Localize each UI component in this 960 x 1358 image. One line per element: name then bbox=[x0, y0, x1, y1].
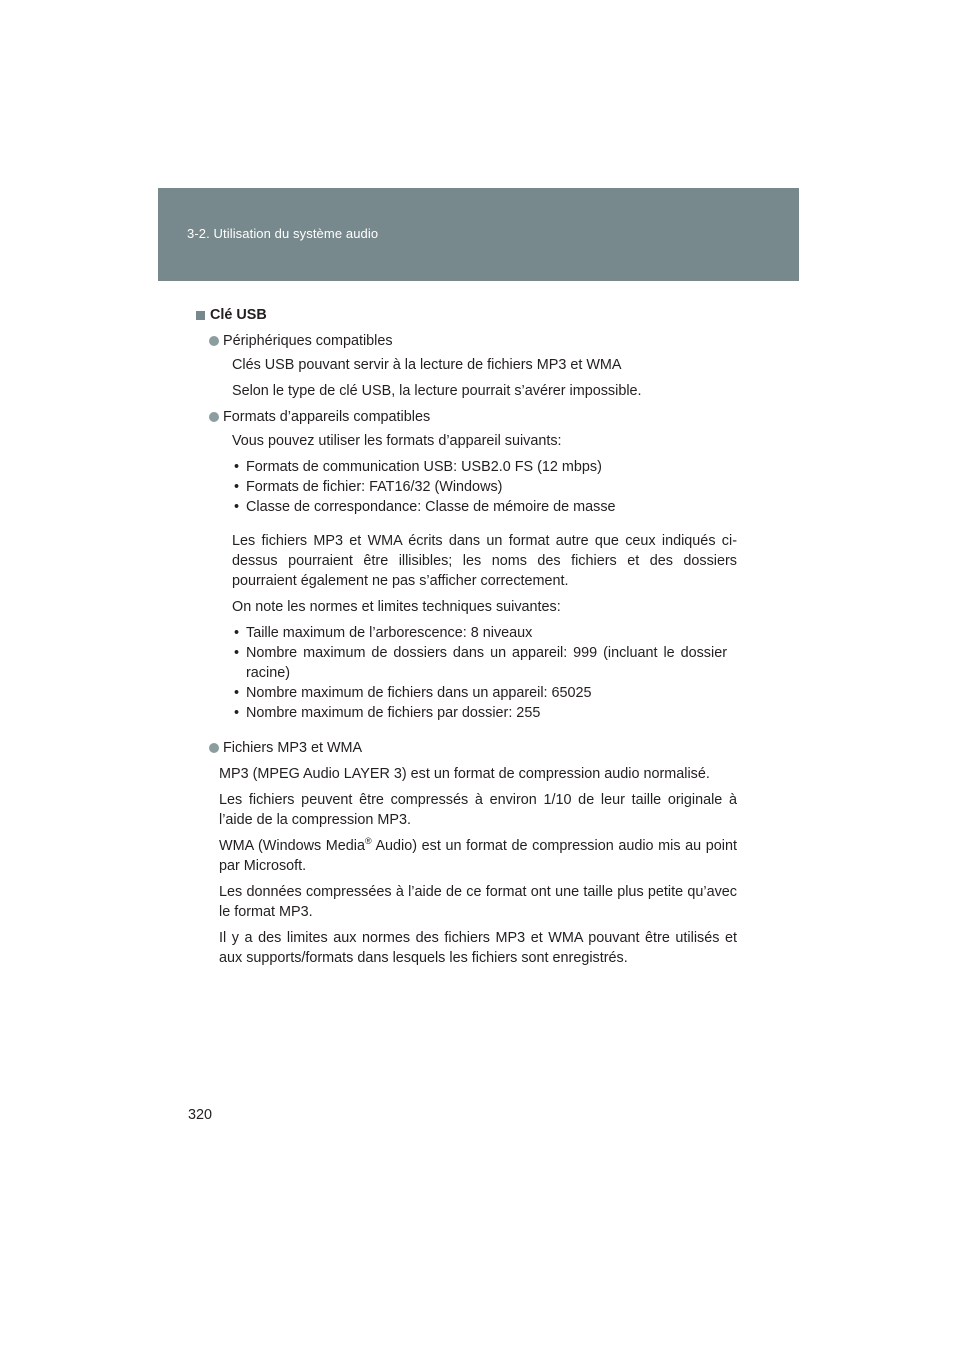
page-number: 320 bbox=[188, 1107, 213, 1123]
mp3-wma-p2: Les fichiers peuvent être compressés à environ 1/10 de leur taille originale à l’aide de la compression MP3. bbox=[219, 791, 737, 828]
mp3-wma-heading: Fichiers MP3 et WMA bbox=[209, 738, 737, 758]
mp3-wma-p3: WMA (Windows Media® Audio) est un format de compression audio mis au point par Microsoft. bbox=[219, 835, 737, 874]
list-item: • Taille maximum de l’arborescence: 8 niveaux bbox=[232, 623, 737, 643]
square-bullet-icon bbox=[196, 311, 205, 320]
section-title: 3-2. Utilisation du système audio bbox=[187, 226, 379, 241]
list-item: • Nombre maximum de fichiers par dossier: 255 bbox=[232, 703, 737, 723]
list-item: • Nombre maximum de dossiers dans un appareil: 999 (incluant le dossier racine) bbox=[232, 643, 737, 683]
usb-heading-text: Clé USB bbox=[210, 307, 267, 323]
list-item: • Formats de fichier: FAT16/32 (Windows) bbox=[232, 477, 737, 497]
formats-list bbox=[232, 457, 737, 517]
mp3-wma-p5: Il y a des limites aux normes des fichiers MP3 et WMA pouvant être utilisés et aux supports/formats dans lesquels les fichiers sont enregistrés. bbox=[219, 929, 737, 966]
list-item: • Classe de correspondance: Classe de mémoire de masse bbox=[232, 497, 737, 517]
page-content bbox=[195, 305, 737, 968]
limits-list bbox=[232, 623, 737, 723]
circle-bullet-icon bbox=[209, 336, 219, 346]
list-item: • Nombre maximum de fichiers dans un appareil: 65025 bbox=[232, 683, 737, 703]
compatible-devices-heading: Périphériques compatibles bbox=[209, 331, 737, 351]
mp3-wma-text bbox=[219, 764, 737, 968]
circle-bullet-icon bbox=[209, 412, 219, 422]
list-item: • Formats de communication USB: USB2.0 FS (12 mbps) bbox=[232, 457, 737, 477]
usb-heading bbox=[195, 305, 737, 325]
compatible-formats-intro: Vous pouvez utiliser les formats d’appareil suivants: bbox=[232, 433, 562, 449]
registered-mark: ® bbox=[364, 835, 372, 846]
compatible-devices-p1: Clés USB pouvant servir à la lecture de fichiers MP3 et WMA bbox=[232, 357, 622, 373]
formats-note: Les fichiers MP3 et WMA écrits dans un format autre que ceux indiqués ci-dessus pourraient être illisibles; les noms des fichiers et des dossiers pourraient également ne pas s’afficher correctement. bbox=[232, 533, 737, 590]
section-header-band bbox=[158, 188, 799, 281]
limits-intro: On note les normes et limites techniques suivantes: bbox=[232, 599, 561, 616]
compatible-formats-heading: Formats d’appareils compatibles bbox=[209, 407, 737, 427]
mp3-wma-p4: Les données compressées à l’aide de ce format ont une taille plus petite qu’avec le format MP3. bbox=[219, 883, 737, 920]
circle-bullet-icon bbox=[209, 743, 219, 753]
compatible-devices-p2: Selon le type de clé USB, la lecture pourrait s’avérer impossible. bbox=[232, 383, 642, 399]
mp3-wma-p1: MP3 (MPEG Audio LAYER 3) est un format de compression audio normalisé. bbox=[219, 765, 710, 782]
